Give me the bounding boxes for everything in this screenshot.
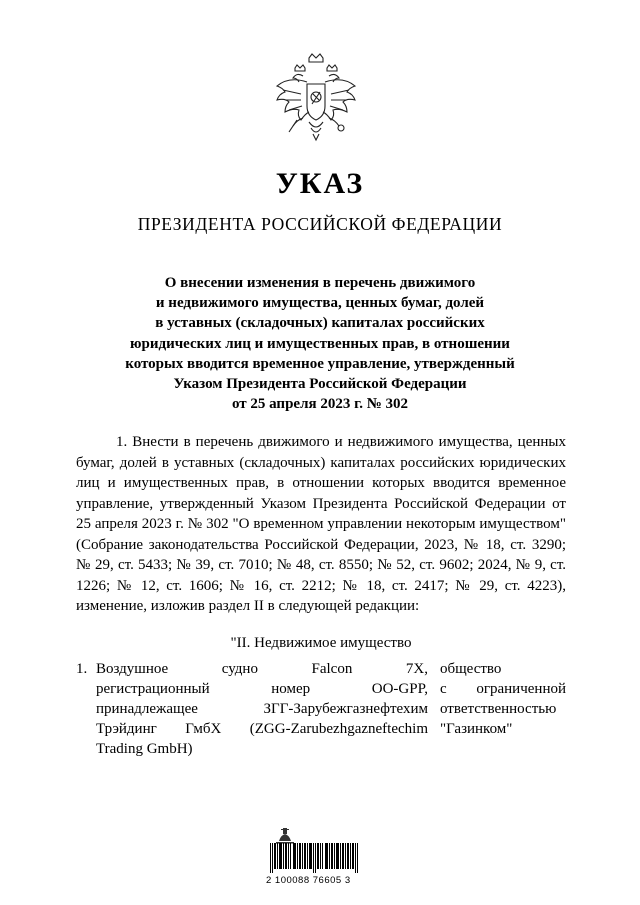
manager-line: с ограниченной	[440, 681, 566, 697]
asset-line: принадлежащее ЗГГ-Зарубежгазнефтехим	[96, 701, 428, 717]
document-title: УКАЗ	[275, 167, 365, 200]
manager-line: общество	[440, 661, 502, 677]
asset-line: Трэйдинг ГмбХ (ZGG-Zarubezhgazneftechim	[96, 721, 428, 737]
asset-line: Trading GmbH)	[96, 741, 193, 757]
decree-body	[76, 432, 566, 617]
manager-name	[440, 659, 566, 739]
asset-line: Воздушное судно Falcon 7X,	[96, 661, 428, 677]
heading-line: и недвижимого имущества, ценных бумаг, долей	[155, 295, 485, 312]
heading-line: которых вводится временное управление, утвержденный	[125, 355, 515, 372]
manager-line: "Газинком"	[440, 721, 513, 737]
asset-description	[96, 659, 428, 759]
heading-line: в уставных (складочных) капиталах российских	[155, 315, 485, 332]
section-title: "II. Недвижимое имущество	[230, 635, 412, 651]
heading-line: юридических лиц и имущественных прав, в отношении	[130, 335, 510, 352]
heading-line: Указом Президента Российской Федерации	[173, 376, 467, 393]
row-number: 1.	[76, 661, 88, 677]
coat-of-arms-icon	[273, 52, 359, 146]
manager-line: ответственностью	[440, 701, 557, 717]
heading-line: от 25 апреля 2023 г. № 302	[231, 396, 409, 413]
barcode-icon	[270, 843, 358, 873]
heading-line: О внесении изменения в перечень движимого	[164, 275, 476, 291]
stamp-icon	[272, 826, 298, 844]
decree-heading	[100, 273, 540, 414]
barcode-number: 2 100088 76605 3	[266, 875, 351, 886]
asset-line: регистрационный номер OO-GPP,	[96, 681, 428, 697]
paragraph-1: 1. Внести в перечень движимого и недвижимого имущества, ценных бумаг, долей в уставных (складочных) капиталах российских юридических лиц и имущественных прав, в отношении которых вводится временное управление, утвержденный Указом Президента Российской Федерации от 25 апреля 2023 г. № 302 "О временном управлении некоторым имуществом" (Собрание законодательства Российской Федерации, 2023, № 18, ст. 3290; № 29, ст. 5433; № 39, ст. 7010; № 48, ст. 8550; № 52, ст. 9602; 2024, № 9, ст. 1226; № 12, ст. 1606; № 16, ст. 2212; № 18, ст. 2417; № 29, ст. 4223), изменение, изложив раздел II в следующей редакции:	[76, 434, 566, 614]
document-subtitle: ПРЕЗИДЕНТА РОССИЙСКОЙ ФЕДЕРАЦИИ	[137, 214, 503, 234]
